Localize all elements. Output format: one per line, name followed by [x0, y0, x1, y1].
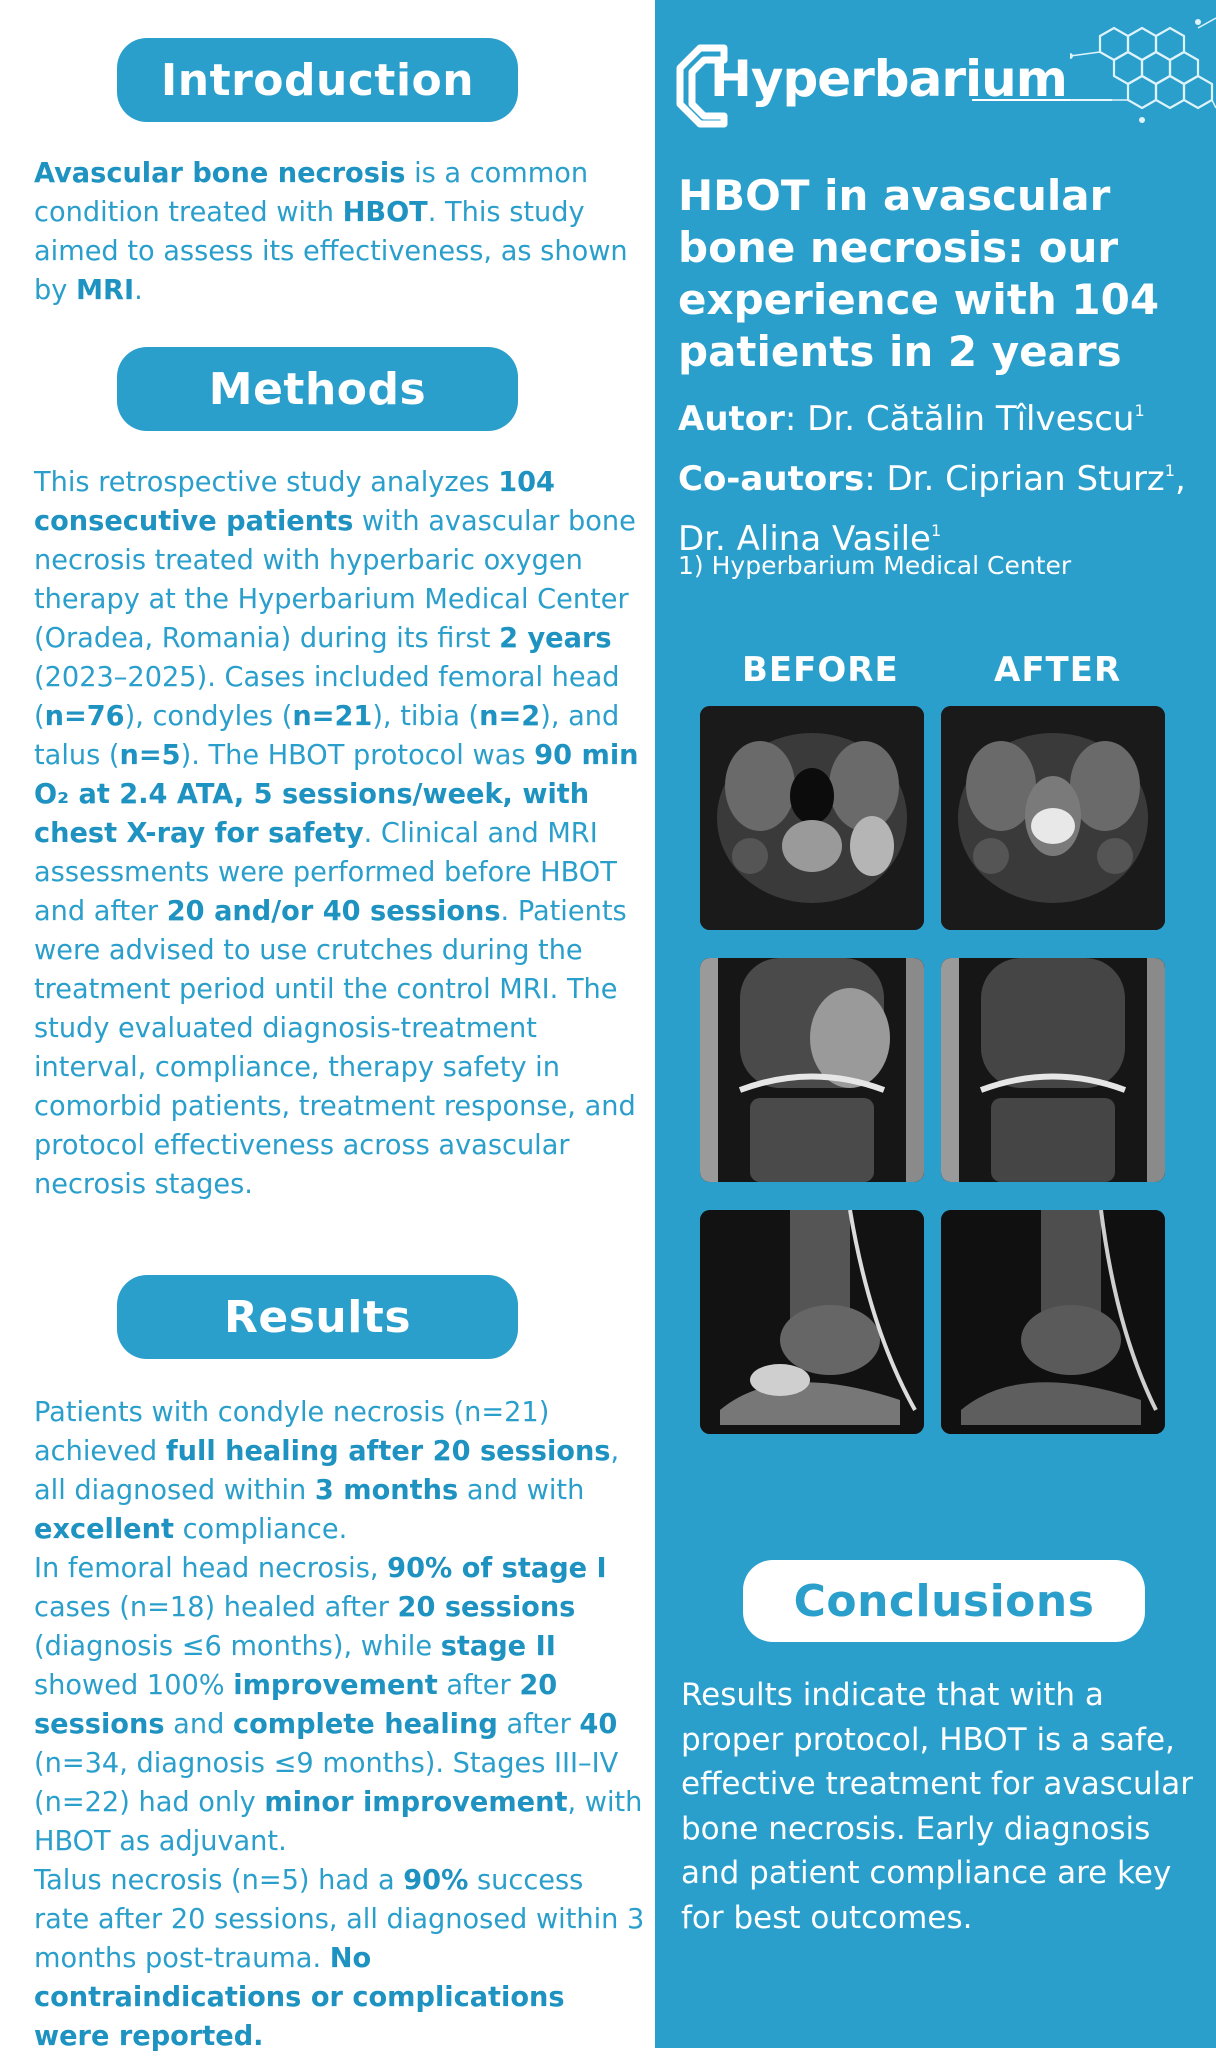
poster-title: HBOT in avascular bone necrosis: our experience with 104 patients in 2 years: [678, 171, 1160, 376]
mri-ankle-before: [700, 1210, 924, 1434]
honeycomb-icon: [1070, 8, 1216, 138]
methods-heading: Methods: [117, 347, 518, 431]
results-text: Patients with condyle necrosis (n=21) achieved full healing after 20 sessions, all diagnosed within 3 months and with excellent compliance. In femoral head necrosis, 90% of stage I cases (n=18) healed after 20 sessions (diagnosis ≤6 months), while stage II showed 100% improvement after 20 sessions and complete healing after 40 (n=34, diagnosis ≤9 months). Stages III–IV (n=22) had only minor improvement, with HBOT as adjuvant. Talus necrosis (n=5) had a 90% success rate after 20 sessions, all diagnosed within 3 months post-trauma. No contraindications or complications were reported.: [34, 1397, 645, 2052]
author-line: Autor: Dr. Cătălin Tîlvescu$^1$: [678, 399, 1145, 439]
after-label: AFTER: [994, 650, 1122, 690]
coauthors-line: Co-autors: Dr. Ciprian Sturz$^1$,: [678, 459, 1186, 499]
mri-pelvis-after: [941, 706, 1165, 930]
mri-ankle-after: [941, 1210, 1165, 1434]
affiliation: 1) Hyperbarium Medical Center: [678, 551, 1072, 580]
mri-knee-before: [700, 958, 924, 1182]
introduction-heading: Introduction: [117, 38, 518, 122]
mri-knee-after: [941, 958, 1165, 1182]
before-label: BEFORE: [742, 650, 899, 690]
coauthor-line-2: Dr. Alina Vasile$^1$: [678, 519, 942, 559]
authors-block: [678, 385, 1216, 565]
conclusions-heading: Conclusions: [743, 1560, 1145, 1642]
results-heading: Results: [117, 1275, 518, 1359]
introduction-text: Avascular bone necrosis is a common condition treated with HBOT. This study aimed to assess its effectiveness, as shown by MRI.: [34, 158, 628, 306]
logo-text: Hyperbarium: [710, 50, 1067, 108]
methods-text: This retrospective study analyzes 104 consecutive patients with avascular bone necrosis treated with hyperbaric oxygen therapy at the Hyperbarium Medical Center (Oradea, Romania) during its first 2 years (2023–2025). Cases included femoral head (n=76), condyles (n=21), tibia (n=2), and talus (n=5). The HBOT protocol was 90 min O₂ at 2.4 ATA, 5 sessions/week, with chest X-ray for safety. Clinical and MRI assessments were performed before HBOT and after 20 and/or 40 sessions. Patients were advised to use crutches during the treatment period until the control MRI. The study evaluated diagnosis-treatment interval, compliance, therapy safety in comorbid patients, treatment response, and protocol effectiveness across avascular necrosis stages.: [34, 467, 639, 1200]
conclusions-text: Results indicate that with a proper protocol, HBOT is a safe, effective treatment for avascular bone necrosis. Early diagnosis and patient compliance are key for best outcomes.: [681, 1677, 1193, 1936]
mri-pelvis-before: [700, 706, 924, 930]
